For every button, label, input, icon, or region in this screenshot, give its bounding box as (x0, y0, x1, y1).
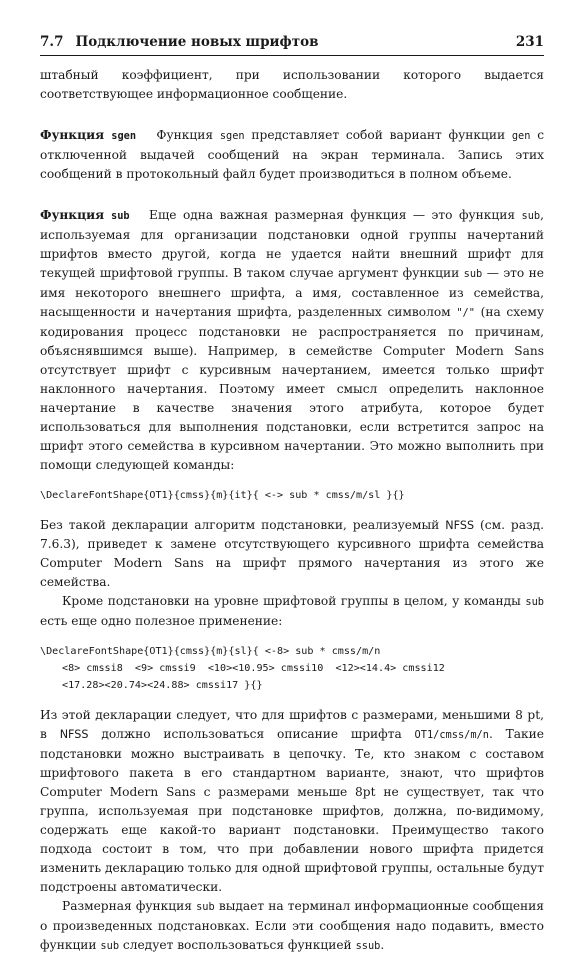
section-heading (40, 34, 318, 50)
code-line: <17.28><20.74><24.88> cmssi17 }{} (62, 680, 263, 691)
book-page (40, 34, 544, 956)
code-line: \DeclareFontShape{OT1}{cmss}{m}{sl}{ <-8> sub * cmss/m/n (40, 646, 381, 657)
section-number: 7.7 (40, 34, 64, 50)
code-example-1 (40, 487, 544, 504)
paragraph-text: штабный коэффициент, при использовании которого выдается соответствующее информационное сообщение. (40, 68, 544, 101)
paragraph-another-use: Кроме подстановки на уровне шрифтовой группы в целом, у команды sub есть еще одно полезное применение: (40, 594, 545, 628)
code-example-2 (40, 643, 544, 694)
paragraph-ssub: Размерная функция sub выдает на терминал информационные сообщения о произведенных подстановках. Если эти сообщения надо подавить, вместо функции sub следует воспользоваться функцией ssub. (40, 899, 544, 952)
code-line: \DeclareFontShape{OT1}{cmss}{m}{it}{ <-> sub * cmss/m/sl }{} (40, 490, 405, 501)
paragraph-continuation (40, 66, 544, 104)
code-line: <8> cmssi8 <9> cmssi9 <10><10.95> cmssi10 <12><14.4> cmssi12 (62, 663, 445, 674)
paragraph-sub: Функция sub Еще одна важная размерная функция — это функция sub, используемая для организации подстановки одной группы начертаний шрифтов вместо другой, когда не удается найти внешний шрифт для текущей шрифтовой группы. В таком случае аргумент функции sub — это не имя некоторого внешнего шрифта, а имя, составленное из семейства, насыщенности и начертания шрифта, разделенных символом "/" (на схему кодирования процесс подстановки не распространяется по причинам, объяснявшимся выше). Например, в семействе Computer Modern Sans отсутствует шрифт с курсивным начертанием, имеется только шрифт наклонного начертания. Поэтому имеет смысл определить наклонное начертание в качестве значения этого атрибута, которое будет использоваться для выполнения подстановки, если встретится запрос на шрифт этого семейства в курсивном начертании. Это можно выполнить при помощи следующей команды: (40, 208, 545, 472)
section-title: Подключение новых шрифтов (75, 34, 319, 50)
paragraph-without-declaration: Без такой декларации алгоритм подстановки, реализуемый NFSS (см. разд. 7.6.3), приведет к замене отсутствующего курсивного шрифта семейства Computer Modern Sans на шрифт прямого начертания из этого же семейства. (40, 518, 545, 589)
paragraph-heading: Функция sgen (40, 128, 137, 142)
paragraph-declaration-explanation: Из этой декларации следует, что для шрифтов с размерами, меньшими 8 pt, в NFSS должно использоваться описание шрифта OT1/cmss/m/n. Такие подстановки можно выстраивать в цепочку. Те, кто знаком с составом шрифтового пакета в его стандартном варианте, знают, что шрифтов Computer Modern Sans с размерами меньше 8pt не существует, так что группа, используемая при подстановке шрифтов, должна, по-видимому, содержать еще какой-то вариант подстановки. Преимущество такого подхода состоит в том, что при добавлении нового шрифта придется изменить декларацию только для одной шрифтовой группы, остальные будут подстроены автоматически. (40, 708, 544, 894)
running-header (40, 34, 544, 56)
paragraph-sgen: Функция sgen Функция sgen представляет собой вариант функции gen с отключенной выдачей сообщений на экран терминала. Запись этих сообщений в протокольный файл будет производиться в полном объеме. (40, 128, 545, 181)
page-number: 231 (515, 34, 544, 50)
paragraph-heading: Функция sub (40, 208, 130, 222)
